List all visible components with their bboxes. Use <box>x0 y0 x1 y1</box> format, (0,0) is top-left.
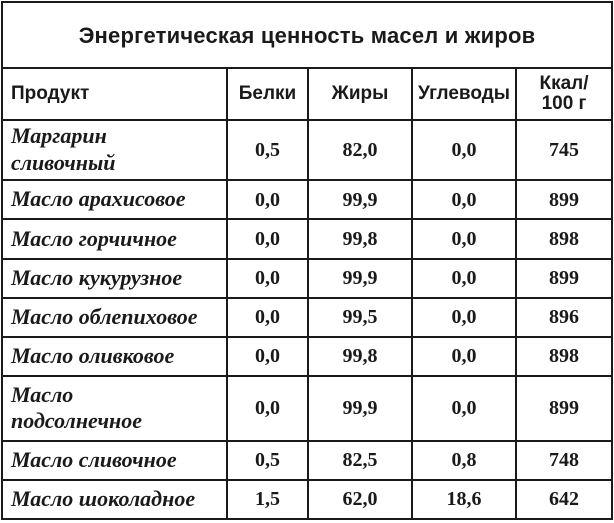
header-protein: Белки <box>227 68 308 120</box>
protein-value: 0,0 <box>227 219 308 258</box>
header-carbs: Углеводы <box>412 68 516 120</box>
fat-value: 62,0 <box>308 480 412 519</box>
product-name: Масло облепиховое <box>2 298 227 337</box>
table-row <box>2 337 612 376</box>
protein-value: 0,0 <box>227 298 308 337</box>
carbs-value: 0,0 <box>412 120 516 180</box>
header-kcal <box>516 68 612 120</box>
kcal-value: 899 <box>516 376 612 440</box>
product-name: Масло горчичное <box>2 219 227 258</box>
protein-value: 0,0 <box>227 180 308 219</box>
protein-value: 1,5 <box>227 480 308 519</box>
product-name: Масло подсолнечное <box>2 376 227 440</box>
product-name: Маргарин сливочный <box>2 120 227 180</box>
product-name: Масло кукурузное <box>2 259 227 298</box>
carbs-value: 0,0 <box>412 337 516 376</box>
product-name: Масло арахисовое <box>2 180 227 219</box>
kcal-value: 898 <box>516 219 612 258</box>
fat-value: 82,0 <box>308 120 412 180</box>
protein-value: 0,0 <box>227 337 308 376</box>
fat-value: 82,5 <box>308 441 412 480</box>
kcal-value: 899 <box>516 259 612 298</box>
kcal-value: 898 <box>516 337 612 376</box>
kcal-value: 748 <box>516 441 612 480</box>
kcal-value: 899 <box>516 180 612 219</box>
table-row <box>2 298 612 337</box>
header-row <box>2 68 612 120</box>
carbs-value: 0,8 <box>412 441 516 480</box>
product-name: Масло оливковое <box>2 337 227 376</box>
table-row <box>2 376 612 440</box>
table-row <box>2 259 612 298</box>
carbs-value: 0,0 <box>412 376 516 440</box>
header-kcal-line1: Ккал/ <box>539 73 589 95</box>
header-product: Продукт <box>2 68 227 120</box>
protein-value: 0,5 <box>227 441 308 480</box>
fat-value: 99,9 <box>308 259 412 298</box>
table-row <box>2 180 612 219</box>
carbs-value: 0,0 <box>412 259 516 298</box>
fat-value: 99,9 <box>308 180 412 219</box>
header-fat: Жиры <box>308 68 412 120</box>
protein-value: 0,5 <box>227 120 308 180</box>
table-row <box>2 441 612 480</box>
table-row <box>2 219 612 258</box>
fat-value: 99,5 <box>308 298 412 337</box>
nutrition-table <box>1 1 613 520</box>
table-row <box>2 120 612 180</box>
protein-value: 0,0 <box>227 259 308 298</box>
carbs-value: 0,0 <box>412 298 516 337</box>
table-row <box>2 480 612 519</box>
carbs-value: 0,0 <box>412 219 516 258</box>
kcal-value: 745 <box>516 120 612 180</box>
header-kcal-line2: 100 г <box>541 93 587 114</box>
carbs-value: 0,0 <box>412 180 516 219</box>
product-name: Масло сливочное <box>2 441 227 480</box>
fat-value: 99,8 <box>308 219 412 258</box>
product-name: Масло шоколадное <box>2 480 227 519</box>
protein-value: 0,0 <box>227 376 308 440</box>
table-title: Энергетическая ценность масел и жиров <box>2 2 612 68</box>
fat-value: 99,9 <box>308 376 412 440</box>
fat-value: 99,8 <box>308 337 412 376</box>
kcal-value: 642 <box>516 480 612 519</box>
kcal-value: 896 <box>516 298 612 337</box>
carbs-value: 18,6 <box>412 480 516 519</box>
